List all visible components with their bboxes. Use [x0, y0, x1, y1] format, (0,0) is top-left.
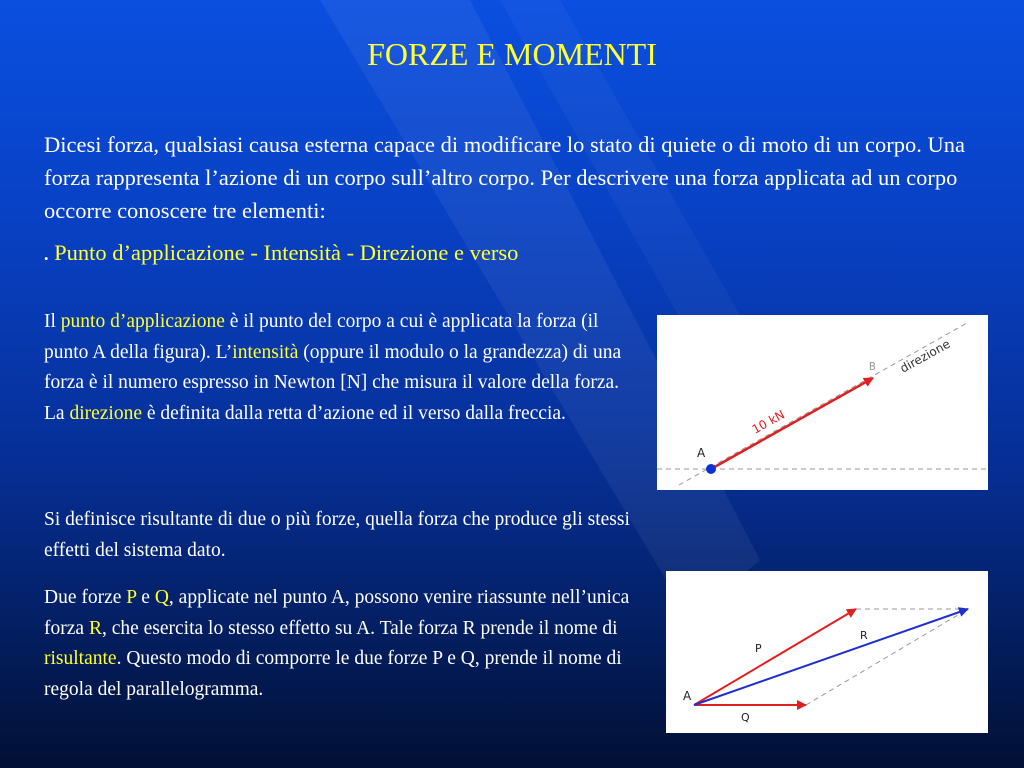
force-arrow	[711, 378, 873, 469]
label-p: P	[755, 642, 762, 655]
label-r: R	[860, 629, 868, 642]
term-direction: direzione	[69, 402, 142, 424]
text: e	[136, 587, 155, 608]
point-label-a: A	[697, 446, 706, 460]
point-label-a: A	[683, 689, 692, 703]
term-resultant: risultante	[44, 648, 117, 669]
text: , applicate nel punto A, possono venire riassunte nell’unica forza	[44, 587, 630, 639]
parallelogram-diagram	[666, 571, 988, 733]
point-label-b: B	[869, 360, 876, 373]
text: Il	[44, 311, 61, 332]
label-q: Q	[741, 711, 750, 724]
text: Due forze	[44, 587, 127, 608]
text: è definita dalla retta d’azione ed il verso dalla freccia.	[142, 402, 566, 424]
element-intensity: Intensità	[263, 240, 341, 265]
term-p: P	[126, 587, 137, 608]
text: (oppure il modulo o la grandezza) di una forza è il numero espresso in Newton [N] che misura il valore della forza. La	[44, 341, 622, 424]
parallelogram-paragraph	[44, 583, 634, 705]
text: è il punto del corpo a cui è applicata la forza (il punto A della figura). L’	[44, 311, 599, 363]
bullet: .	[44, 244, 49, 264]
term-intensity: intensità	[232, 341, 299, 363]
application-point	[706, 464, 716, 474]
separator: -	[340, 240, 360, 265]
force-label: 10 kN	[749, 407, 788, 437]
text: , che esercita lo stesso effetto su A. Tale forza R prende il nome di	[101, 617, 618, 639]
text: . Questo modo di comporre le due forze P e Q, prende il nome di regola del parallelogramma.	[44, 648, 622, 700]
element-point: Punto d’applicazione	[54, 240, 245, 265]
elements-list	[44, 238, 984, 269]
slide-title: FORZE E MOMENTI	[367, 36, 657, 72]
term-point: punto d’applicazione	[60, 311, 225, 332]
resultant-definition: Si definisce risultante di due o più forze, quella forza che produce gli stessi effetti del sistema dato.	[44, 509, 630, 561]
force-diagram	[657, 315, 988, 490]
intro-paragraph: Dicesi forza, qualsiasi causa esterna capace di modificare lo stato di quiete o di moto di un corpo. Una forza rappresenta l’azione di un corpo sull’altro corpo. Per descrivere una forza applicata ad un corpo occorre conoscere tre elementi:	[44, 132, 965, 223]
definition-paragraph	[44, 307, 644, 429]
direction-line	[679, 323, 967, 485]
term-r: R	[88, 617, 102, 639]
separator: -	[244, 240, 264, 265]
term-q: Q	[154, 587, 169, 608]
direction-label: direzione	[897, 336, 953, 376]
element-direction: Direzione e verso	[359, 240, 519, 265]
